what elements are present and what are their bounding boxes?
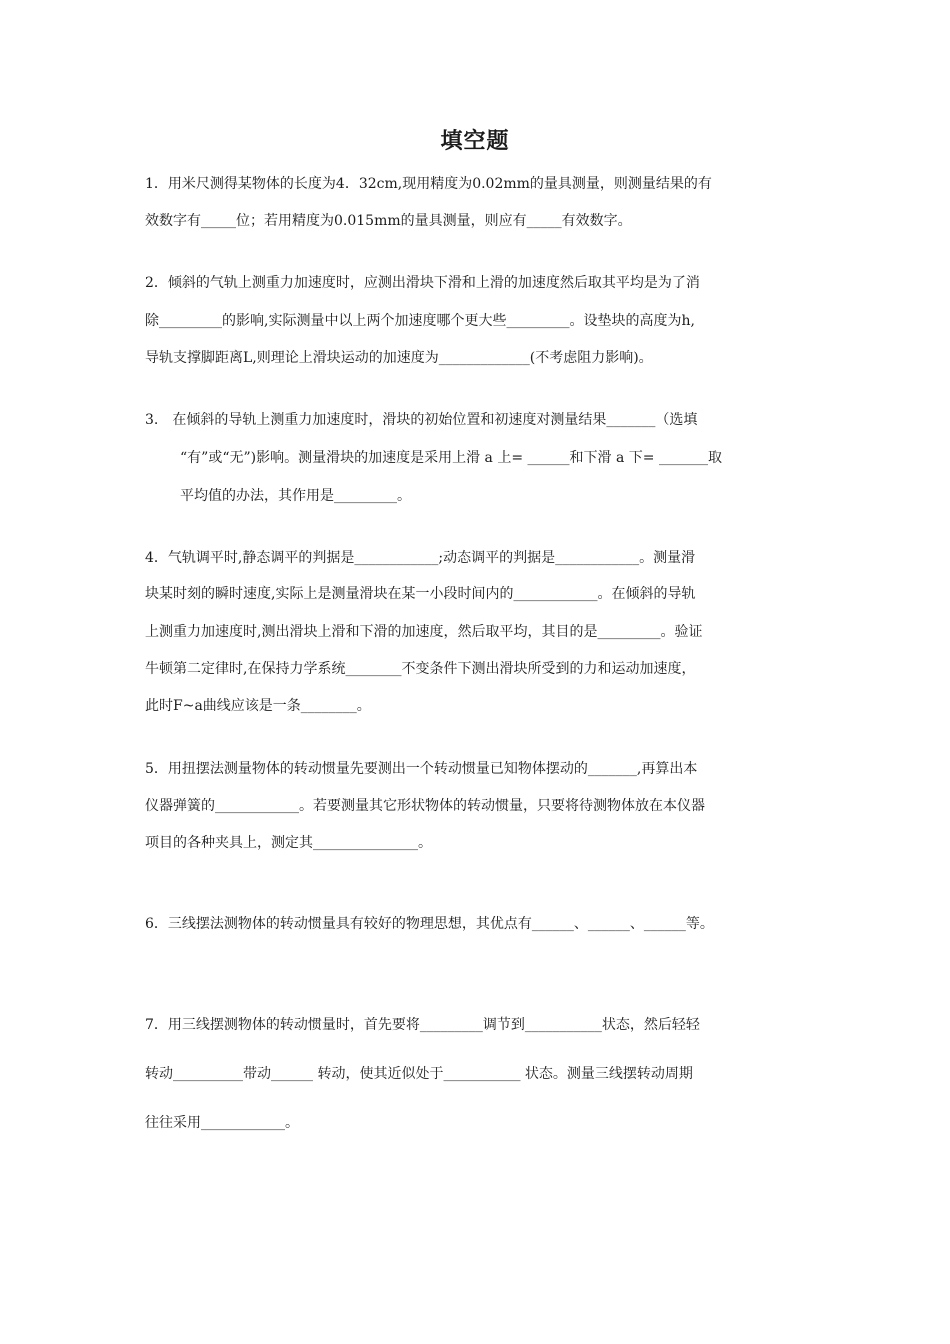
question-2-line-3: 导轨支撑脚距离L,则理论上滑块运动的加速度为_____________(不考虑阻力影响)。 [145, 350, 653, 366]
question-4-line-3: 上测重力加速度时,测出滑块上滑和下滑的加速度，然后取平均，其目的是_________。验证 [145, 624, 703, 640]
question-4-line-5: 此时F~a曲线应该是一条________。 [145, 698, 371, 714]
question-5-line-3: 项目的各种夹具上，测定其_______________。 [145, 835, 432, 851]
question-1-line-1: 1．用米尺测得某物体的长度为4．32cm,现用精度为0.02mm的量具测量，则测量结果的有 [145, 176, 712, 192]
question-5-line-2: 仪器弹簧的____________。若要测量其它形状物体的转动惯量，只要将待测物体放在本仪器 [145, 798, 705, 814]
question-3-line-2: “有”或“无”)影响。测量滑块的加速度是采用上滑 a 上= ______和下滑 a 下= _______取 [180, 450, 722, 466]
question-3-line-3: 平均值的办法，其作用是_________。 [180, 488, 411, 504]
question-4-line-2: 块某时刻的瞬时速度,实际上是测量滑块在某一小段时间内的____________。在倾斜的导轨 [145, 586, 696, 602]
question-3-line-1: 3. 在倾斜的导轨上测重力加速度时，滑块的初始位置和初速度对测量结果_______（选填 [145, 412, 698, 428]
question-2-line-2: 除_________的影响,实际测量中以上两个加速度哪个更大些_________。设垫块的高度为h, [145, 313, 695, 329]
question-5-line-1: 5．用扭摆法测量物体的转动惯量先要测出一个转动惯量已知物体摆动的_______,再算出本 [145, 761, 698, 777]
question-2-line-1: 2．倾斜的气轨上测重力加速度时，应测出滑块下滑和上滑的加速度然后取其平均是为了消 [145, 275, 700, 291]
question-6-line-1: 6．三线摆法测物体的转动惯量具有较好的物理思想，其优点有______、______、______等。 [145, 916, 714, 932]
question-4-line-1: 4．气轨调平时,静态调平的判据是____________;动态调平的判据是____________。测量滑 [145, 550, 696, 566]
question-7-line-3: 往往采用____________。 [145, 1115, 299, 1131]
question-7-line-1: 7．用三线摆测物体的转动惯量时，首先要将_________调节到___________状态，然后轻轻 [145, 1017, 700, 1033]
page-title: 填空题 [440, 129, 510, 154]
question-4-line-4: 牛顿第二定律时,在保持力学系统________不变条件下测出滑块所受到的力和运动加速度， [145, 661, 696, 677]
question-7-line-2: 转动__________带动______ 转动，使其近似处于___________ 状态。测量三线摆转动周期 [145, 1066, 693, 1082]
question-1-line-2: 效数字有_____位；若用精度为0.015mm的量具测量，则应有_____有效数字。 [145, 213, 632, 229]
